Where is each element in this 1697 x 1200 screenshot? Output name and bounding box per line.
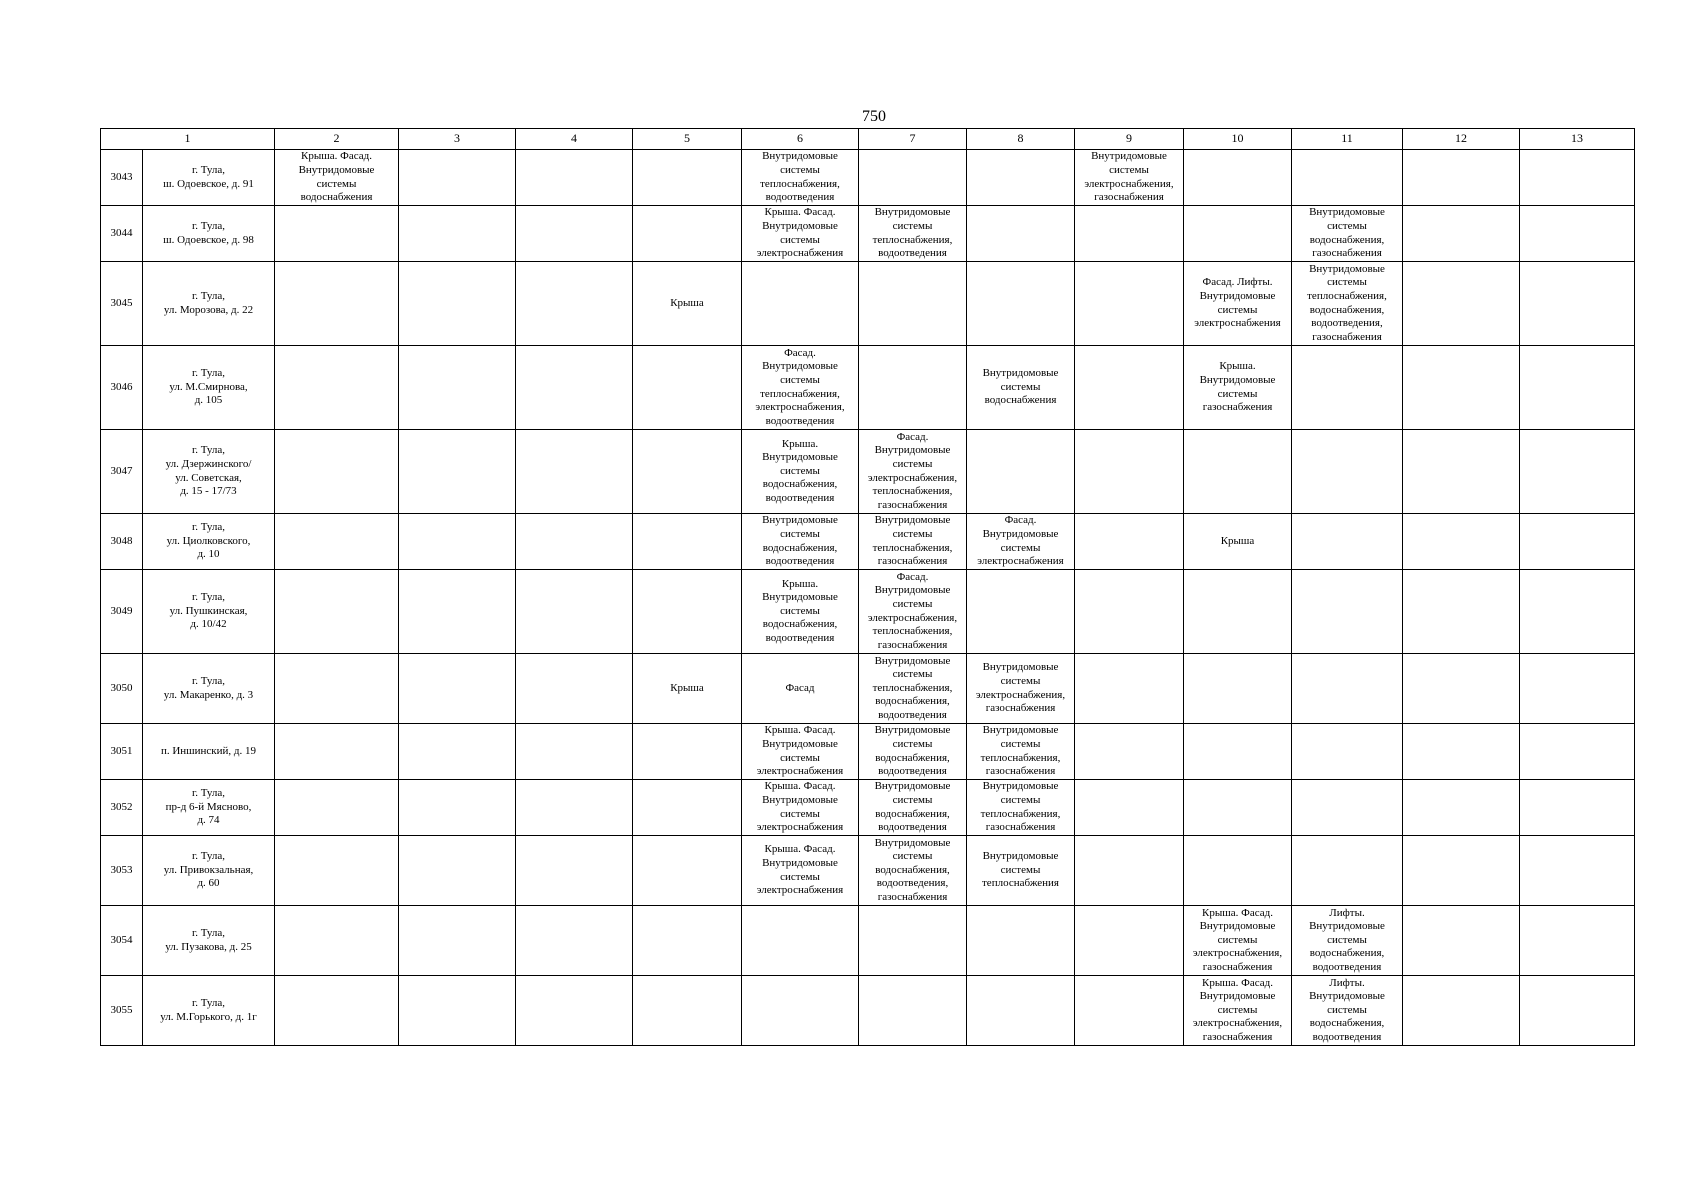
table-row xyxy=(101,654,1635,724)
work-cell-col-6 xyxy=(742,262,859,346)
work-cell-col-8: Внутридомовые системы теплоснабжения xyxy=(967,836,1075,906)
work-cell-col-7: Внутридомовые системы теплоснабжения, водоснабжения, водоотведения xyxy=(859,654,967,724)
work-cell-col-4 xyxy=(516,346,633,430)
work-cell-col-10: Крыша xyxy=(1184,514,1292,570)
column-header-4: 4 xyxy=(516,129,633,150)
address-cell: г. Тула, ш. Одоевское, д. 91 xyxy=(143,150,275,206)
table-row xyxy=(101,430,1635,514)
table-row xyxy=(101,780,1635,836)
row-number-cell: 3046 xyxy=(101,346,143,430)
column-header-7: 7 xyxy=(859,129,967,150)
work-cell-col-10 xyxy=(1184,654,1292,724)
column-header-1: 1 xyxy=(101,129,275,150)
work-cell-col-2 xyxy=(275,780,399,836)
work-cell-col-7 xyxy=(859,262,967,346)
work-cell-col-5 xyxy=(633,150,742,206)
work-cell-col-8: Внутридомовые системы водоснабжения xyxy=(967,346,1075,430)
work-cell-col-5 xyxy=(633,570,742,654)
work-cell-col-3 xyxy=(399,654,516,724)
row-number-cell: 3055 xyxy=(101,976,143,1046)
work-cell-col-10 xyxy=(1184,206,1292,262)
work-cell-col-9 xyxy=(1075,514,1184,570)
work-cell-col-9 xyxy=(1075,262,1184,346)
work-cell-col-2: Крыша. Фасад. Внутридомовые системы водоснабжения xyxy=(275,150,399,206)
table-row xyxy=(101,346,1635,430)
work-cell-col-10: Крыша. Внутридомовые системы газоснабжения xyxy=(1184,346,1292,430)
work-cell-col-12 xyxy=(1403,206,1520,262)
row-number-cell: 3048 xyxy=(101,514,143,570)
work-cell-col-4 xyxy=(516,150,633,206)
work-cell-col-10 xyxy=(1184,430,1292,514)
work-cell-col-8: Внутридомовые системы электроснабжения, газоснабжения xyxy=(967,654,1075,724)
work-cell-col-3 xyxy=(399,206,516,262)
work-cell-col-5 xyxy=(633,724,742,780)
work-cell-col-13 xyxy=(1520,430,1635,514)
work-cell-col-5 xyxy=(633,430,742,514)
work-cell-col-12 xyxy=(1403,906,1520,976)
work-cell-col-7 xyxy=(859,976,967,1046)
work-cell-col-4 xyxy=(516,780,633,836)
work-cell-col-2 xyxy=(275,346,399,430)
work-cell-col-6: Крыша. Фасад. Внутридомовые системы электроснабжения xyxy=(742,724,859,780)
work-cell-col-9 xyxy=(1075,346,1184,430)
work-cell-col-13 xyxy=(1520,654,1635,724)
work-cell-col-3 xyxy=(399,976,516,1046)
column-header-2: 2 xyxy=(275,129,399,150)
work-cell-col-11 xyxy=(1292,654,1403,724)
column-header-10: 10 xyxy=(1184,129,1292,150)
work-cell-col-7: Внутридомовые системы водоснабжения, водоотведения xyxy=(859,780,967,836)
work-cell-col-12 xyxy=(1403,150,1520,206)
work-cell-col-11 xyxy=(1292,346,1403,430)
work-cell-col-11: Лифты. Внутридомовые системы водоснабжения, водоотведения xyxy=(1292,976,1403,1046)
work-cell-col-2 xyxy=(275,836,399,906)
work-cell-col-4 xyxy=(516,514,633,570)
work-cell-col-2 xyxy=(275,976,399,1046)
work-cell-col-10 xyxy=(1184,724,1292,780)
work-cell-col-9 xyxy=(1075,976,1184,1046)
work-cell-col-4 xyxy=(516,206,633,262)
work-cell-col-11 xyxy=(1292,724,1403,780)
address-cell: г. Тула, ул. Дзержинского/ ул. Советская, д. 15 - 17/73 xyxy=(143,430,275,514)
work-cell-col-4 xyxy=(516,836,633,906)
row-number-cell: 3051 xyxy=(101,724,143,780)
work-cell-col-9 xyxy=(1075,430,1184,514)
work-cell-col-12 xyxy=(1403,654,1520,724)
table-header xyxy=(101,129,1635,150)
work-cell-col-7: Внутридомовые системы водоснабжения, водоотведения, газоснабжения xyxy=(859,836,967,906)
address-cell: п. Иншинский, д. 19 xyxy=(143,724,275,780)
column-header-6: 6 xyxy=(742,129,859,150)
work-cell-col-2 xyxy=(275,514,399,570)
table-row xyxy=(101,514,1635,570)
work-cell-col-9 xyxy=(1075,780,1184,836)
table-row xyxy=(101,724,1635,780)
work-cell-col-13 xyxy=(1520,150,1635,206)
address-cell: г. Тула, ул. Привокзальная, д. 60 xyxy=(143,836,275,906)
work-cell-col-7: Внутридомовые системы теплоснабжения, водоотведения xyxy=(859,206,967,262)
work-cell-col-10 xyxy=(1184,570,1292,654)
work-cell-col-10 xyxy=(1184,150,1292,206)
work-cell-col-12 xyxy=(1403,346,1520,430)
work-cell-col-2 xyxy=(275,654,399,724)
work-cell-col-10 xyxy=(1184,836,1292,906)
work-cell-col-13 xyxy=(1520,346,1635,430)
work-cell-col-8 xyxy=(967,206,1075,262)
work-cell-col-6: Фасад xyxy=(742,654,859,724)
work-cell-col-7 xyxy=(859,906,967,976)
work-cell-col-13 xyxy=(1520,206,1635,262)
work-cell-col-5 xyxy=(633,906,742,976)
row-number-cell: 3052 xyxy=(101,780,143,836)
work-cell-col-11: Лифты. Внутридомовые системы водоснабжения, водоотведения xyxy=(1292,906,1403,976)
work-cell-col-9 xyxy=(1075,836,1184,906)
work-cell-col-9 xyxy=(1075,570,1184,654)
repair-schedule-table xyxy=(100,128,1635,1046)
row-number-cell: 3054 xyxy=(101,906,143,976)
work-cell-col-3 xyxy=(399,346,516,430)
work-cell-col-8 xyxy=(967,262,1075,346)
work-cell-col-13 xyxy=(1520,724,1635,780)
table-row xyxy=(101,906,1635,976)
work-cell-col-10: Фасад. Лифты. Внутридомовые системы электроснабжения xyxy=(1184,262,1292,346)
work-cell-col-3 xyxy=(399,780,516,836)
work-cell-col-2 xyxy=(275,906,399,976)
work-cell-col-4 xyxy=(516,906,633,976)
work-cell-col-3 xyxy=(399,836,516,906)
work-cell-col-5 xyxy=(633,514,742,570)
work-cell-col-5 xyxy=(633,346,742,430)
address-cell: г. Тула, ул. М.Смирнова, д. 105 xyxy=(143,346,275,430)
work-cell-col-5 xyxy=(633,836,742,906)
work-cell-col-11 xyxy=(1292,570,1403,654)
work-cell-col-4 xyxy=(516,262,633,346)
work-cell-col-11: Внутридомовые системы водоснабжения, газоснабжения xyxy=(1292,206,1403,262)
work-cell-col-12 xyxy=(1403,976,1520,1046)
work-cell-col-8 xyxy=(967,570,1075,654)
work-cell-col-2 xyxy=(275,570,399,654)
work-cell-col-12 xyxy=(1403,780,1520,836)
work-cell-col-5: Крыша xyxy=(633,262,742,346)
work-cell-col-8: Внутридомовые системы теплоснабжения, газоснабжения xyxy=(967,780,1075,836)
column-header-3: 3 xyxy=(399,129,516,150)
row-number-cell: 3043 xyxy=(101,150,143,206)
work-cell-col-7: Внутридомовые системы теплоснабжения, газоснабжения xyxy=(859,514,967,570)
work-cell-col-9 xyxy=(1075,206,1184,262)
header-row xyxy=(101,129,1635,150)
work-cell-col-4 xyxy=(516,430,633,514)
work-cell-col-13 xyxy=(1520,570,1635,654)
work-cell-col-12 xyxy=(1403,570,1520,654)
work-cell-col-5 xyxy=(633,976,742,1046)
work-cell-col-7: Внутридомовые системы водоснабжения, водоотведения xyxy=(859,724,967,780)
work-cell-col-8 xyxy=(967,906,1075,976)
work-cell-col-9 xyxy=(1075,724,1184,780)
address-cell: г. Тула, ул. Циолковского, д. 10 xyxy=(143,514,275,570)
work-cell-col-5 xyxy=(633,206,742,262)
work-cell-col-6: Крыша. Внутридомовые системы водоснабжения, водоотведения xyxy=(742,570,859,654)
address-cell: г. Тула, ул. Макаренко, д. 3 xyxy=(143,654,275,724)
work-cell-col-3 xyxy=(399,150,516,206)
work-cell-col-6: Крыша. Внутридомовые системы водоснабжения, водоотведения xyxy=(742,430,859,514)
column-header-12: 12 xyxy=(1403,129,1520,150)
address-cell: г. Тула, пр-д 6-й Мясново, д. 74 xyxy=(143,780,275,836)
work-cell-col-6: Крыша. Фасад. Внутридомовые системы электроснабжения xyxy=(742,780,859,836)
work-cell-col-10 xyxy=(1184,780,1292,836)
work-cell-col-6 xyxy=(742,906,859,976)
work-cell-col-2 xyxy=(275,430,399,514)
work-cell-col-6: Крыша. Фасад. Внутридомовые системы электроснабжения xyxy=(742,836,859,906)
address-cell: г. Тула, ул. Морозова, д. 22 xyxy=(143,262,275,346)
work-cell-col-2 xyxy=(275,724,399,780)
work-cell-col-9 xyxy=(1075,906,1184,976)
table-body xyxy=(101,150,1635,1046)
work-cell-col-13 xyxy=(1520,780,1635,836)
row-number-cell: 3053 xyxy=(101,836,143,906)
work-cell-col-8 xyxy=(967,976,1075,1046)
work-cell-col-6 xyxy=(742,976,859,1046)
work-cell-col-5 xyxy=(633,780,742,836)
table-row xyxy=(101,570,1635,654)
column-header-5: 5 xyxy=(633,129,742,150)
table-row xyxy=(101,150,1635,206)
work-cell-col-8: Фасад. Внутридомовые системы электроснабжения xyxy=(967,514,1075,570)
address-cell: г. Тула, ул. М.Горького, д. 1г xyxy=(143,976,275,1046)
address-cell: г. Тула, ул. Пузакова, д. 25 xyxy=(143,906,275,976)
work-cell-col-8: Внутридомовые системы теплоснабжения, газоснабжения xyxy=(967,724,1075,780)
row-number-cell: 3049 xyxy=(101,570,143,654)
work-cell-col-11 xyxy=(1292,430,1403,514)
work-cell-col-12 xyxy=(1403,430,1520,514)
work-cell-col-3 xyxy=(399,724,516,780)
work-cell-col-11 xyxy=(1292,836,1403,906)
address-cell: г. Тула, ул. Пушкинская, д. 10/42 xyxy=(143,570,275,654)
work-cell-col-6: Фасад. Внутридомовые системы теплоснабжения, электроснабжения, водоотведения xyxy=(742,346,859,430)
address-cell: г. Тула, ш. Одоевское, д. 98 xyxy=(143,206,275,262)
work-cell-col-4 xyxy=(516,654,633,724)
table-row xyxy=(101,976,1635,1046)
work-cell-col-13 xyxy=(1520,836,1635,906)
work-cell-col-5: Крыша xyxy=(633,654,742,724)
work-cell-col-9: Внутридомовые системы электроснабжения, газоснабжения xyxy=(1075,150,1184,206)
work-cell-col-4 xyxy=(516,976,633,1046)
table-row xyxy=(101,262,1635,346)
work-cell-col-12 xyxy=(1403,262,1520,346)
work-cell-col-6: Крыша. Фасад. Внутридомовые системы электроснабжения xyxy=(742,206,859,262)
column-header-13: 13 xyxy=(1520,129,1635,150)
work-cell-col-7: Фасад. Внутридомовые системы электроснабжения, теплоснабжения, газоснабжения xyxy=(859,570,967,654)
work-cell-col-11 xyxy=(1292,514,1403,570)
work-cell-col-3 xyxy=(399,570,516,654)
work-cell-col-8 xyxy=(967,150,1075,206)
work-cell-col-10: Крыша. Фасад. Внутридомовые системы электроснабжения, газоснабжения xyxy=(1184,906,1292,976)
work-cell-col-3 xyxy=(399,262,516,346)
work-cell-col-13 xyxy=(1520,906,1635,976)
work-cell-col-11: Внутридомовые системы теплоснабжения, водоснабжения, водоотведения, газоснабжения xyxy=(1292,262,1403,346)
work-cell-col-4 xyxy=(516,724,633,780)
work-cell-col-12 xyxy=(1403,836,1520,906)
work-cell-col-3 xyxy=(399,906,516,976)
table-row xyxy=(101,206,1635,262)
work-cell-col-11 xyxy=(1292,780,1403,836)
work-cell-col-8 xyxy=(967,430,1075,514)
work-cell-col-13 xyxy=(1520,514,1635,570)
work-cell-col-6: Внутридомовые системы теплоснабжения, водоотведения xyxy=(742,150,859,206)
work-cell-col-13 xyxy=(1520,976,1635,1046)
work-cell-col-3 xyxy=(399,430,516,514)
column-header-9: 9 xyxy=(1075,129,1184,150)
column-header-8: 8 xyxy=(967,129,1075,150)
row-number-cell: 3045 xyxy=(101,262,143,346)
work-cell-col-6: Внутридомовые системы водоснабжения, водоотведения xyxy=(742,514,859,570)
work-cell-col-7: Фасад. Внутридомовые системы электроснабжения, теплоснабжения, газоснабжения xyxy=(859,430,967,514)
work-cell-col-2 xyxy=(275,206,399,262)
work-cell-col-11 xyxy=(1292,150,1403,206)
work-cell-col-4 xyxy=(516,570,633,654)
column-header-11: 11 xyxy=(1292,129,1403,150)
table-row xyxy=(101,836,1635,906)
work-cell-col-3 xyxy=(399,514,516,570)
work-cell-col-13 xyxy=(1520,262,1635,346)
row-number-cell: 3050 xyxy=(101,654,143,724)
row-number-cell: 3047 xyxy=(101,430,143,514)
work-cell-col-9 xyxy=(1075,654,1184,724)
work-cell-col-2 xyxy=(275,262,399,346)
page-number: 750 xyxy=(862,108,886,125)
work-cell-col-7 xyxy=(859,346,967,430)
work-cell-col-10: Крыша. Фасад. Внутридомовые системы электроснабжения, газоснабжения xyxy=(1184,976,1292,1046)
work-cell-col-7 xyxy=(859,150,967,206)
work-cell-col-12 xyxy=(1403,724,1520,780)
work-cell-col-12 xyxy=(1403,514,1520,570)
row-number-cell: 3044 xyxy=(101,206,143,262)
